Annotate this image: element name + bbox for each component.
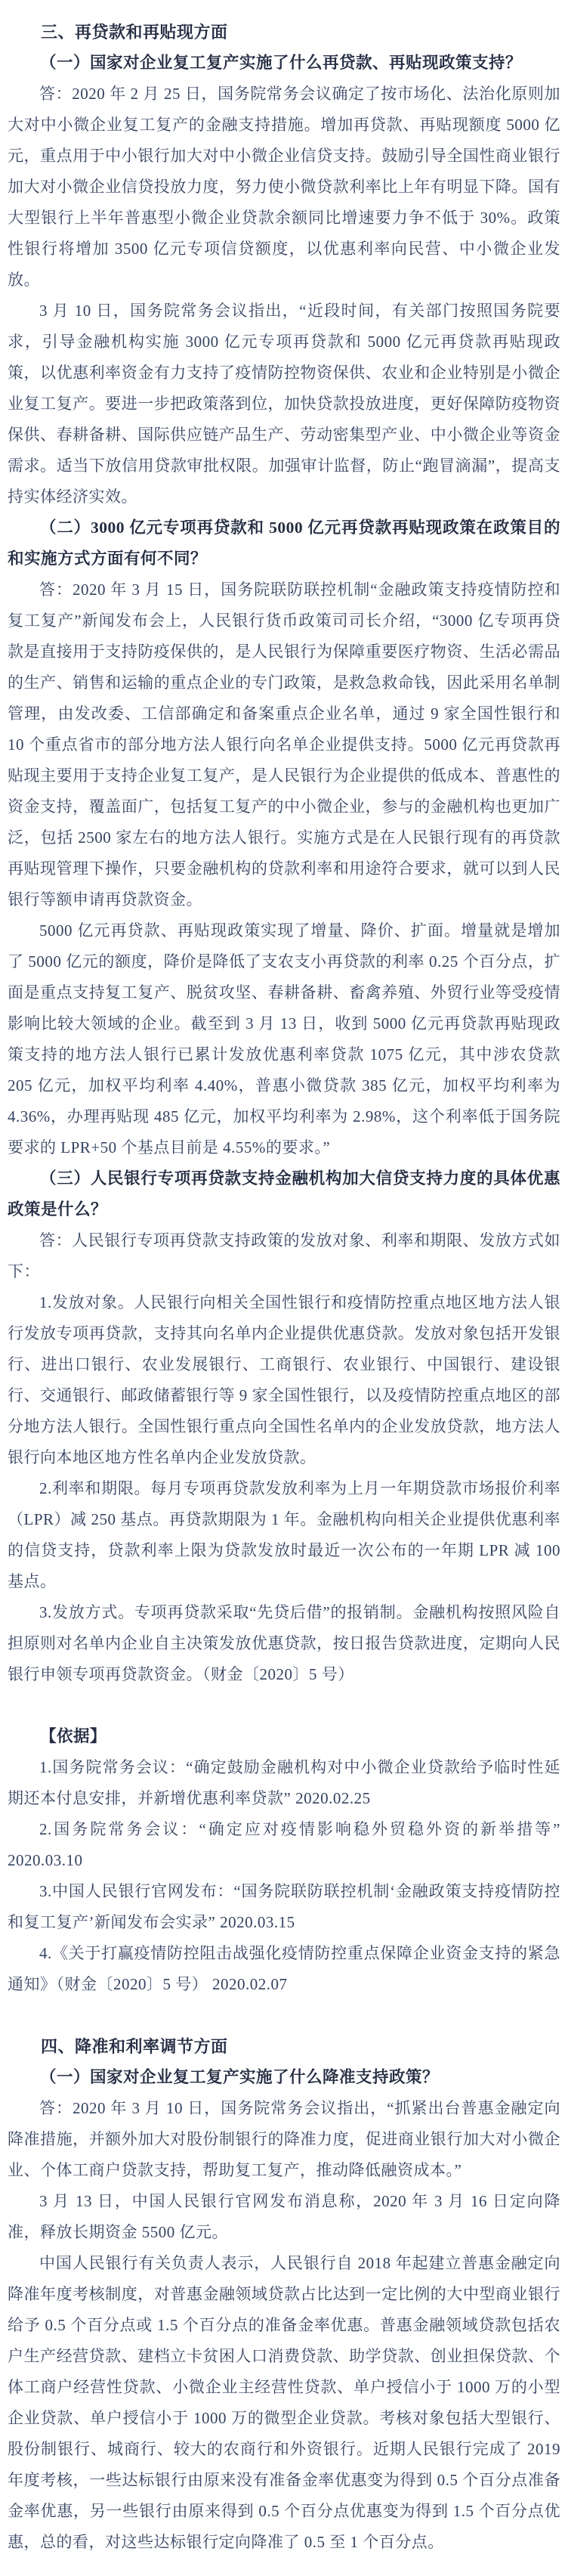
question-2-heading: （二）3000 亿元专项再贷款和 5000 亿元再贷款再贴现政策在政策目的和实施方式方面有何不同？	[8, 519, 560, 568]
answer-paragraph: 5000 亿元再贷款、再贴现政策实现了增量、降价、扩面。增量就是增加了 5000 亿元的额度，降价是降低了支农支小再贷款的利率 0.25 个百分点，扩面是重点支持复工复产、脱贫攻坚、春耕备耕、畜禽养殖、外贸行业等受疫情影响比较大领域的企业。截至到 3 月 13 日，收到 5000 亿元再贷款再贴现政策支持的地方法人银行已累计发放优惠利率贷款 1075 亿元，其中涉农贷款 205 亿元，加权平均利率 4.40%，普惠小微贷款 385 亿元，加权平均利率为 4.36%，办理再贴现 485 亿元，加权平均利率为 2.98%，这个利率低于国务院要求的 LPR+50 个基点目前是 4.55%的要求。”	[8, 921, 560, 1156]
spacer	[8, 2000, 560, 2031]
reference-item-3: 3.中国人民银行官网发布：“国务院联防联控机制‘金融政策支持疫情防控和复工复产’新闻发布会实录” 2020.03.15	[8, 1882, 560, 1931]
answer-paragraph: 答：2020 年 3 月 10 日，国务院常务会议指出，“抓紧出台普惠金融定向降准措施，并额外加大对股份制银行的降准力度，促进商业银行加大对小微企业、个体工商户贷款支持，帮助复工复产，推动降低融资成本。”	[8, 2099, 560, 2179]
section-heading-rrr-interest-adjustment: 四、降准和利率调节方面	[41, 2037, 228, 2056]
answer-paragraph: 中国人民银行有关负责人表示，人民银行自 2018 年起建立普惠金融定向降准年度考核制度，对普惠金融领域贷款占比达到一定比例的大中型商业银行给予 0.5 个百分点或 1.5 个百分点的准备金率优惠。普惠金融领域贷款包括农户生产经营贷款、建档立卡贫困人口消费贷款、助学贷款、创业担保贷款、个体工商户经营性贷款、小微企业主经营性贷款、单户授信小于 1000 万的小型企业贷款、单户授信小于 1000 万的微型企业贷款。考核对象包括大型银行、股份制银行、城商行、较大的农商行和外资银行。近期人民银行完成了 2019 年度考核，一些达标银行由原来没有准备金率优惠变为得到 0.5 个百分点准备金率优惠，另一些银行由原来得到 0.5 个百分点优惠变为得到 1.5 个百分点优惠，总的看，对这些达标银行定向降准了 0.5 至 1 个百分点。	[8, 2254, 560, 2551]
answer-paragraph: 3 月 10 日，国务院常务会议指出，“近段时间，有关部门按照国务院要求，引导金融机构实施 3000 亿元专项再贷款和 5000 亿元再贷款再贴现政策，以优惠利率资金有力支持了疫情防控物资保供、农业和企业特别是小微企业复工复产。要进一步把政策落到位，加快贷款投放进度，更好保障防疫物资保供、春耕备耕、国际供应链产品生产、劳动密集型产业、中小微企业等资金需求。适当下放信用贷款审批权限。加强审计监督，防止“跑冒滴漏”，提高支持实体经济实效。	[8, 302, 560, 506]
reference-item-1: 1.国务院常务会议：“确定鼓励金融机构对中小微企业贷款给予临时性延期还本付息安排，并新增优惠利率贷款” 2020.02.25	[8, 1758, 560, 1807]
question-3-heading: （三）人民银行专项再贷款支持金融机构加大信贷支持力度的具体优惠政策是什么？	[8, 1169, 560, 1218]
question-1-heading: （一）国家对企业复工复产实施了什么再贷款、再贴现政策支持？	[40, 54, 523, 72]
answer-paragraph: 3 月 13 日，中国人民银行官网发布消息称，2020 年 3 月 16 日定向降准，释放长期资金 5500 亿元。	[8, 2192, 560, 2241]
spacer	[8, 1690, 560, 1721]
reference-item-4: 4.《关于打赢疫情防控阻击战强化疫情防控重点保障企业资金支持的紧急通知》（财金〔2020〕5 号） 2020.02.07	[8, 1944, 560, 1993]
answer-item-2: 2.利率和期限。每月专项再贷款发放利率为上月一年期贷款市场报价利率（LPR）减 250 基点。再贷款期限为 1 年。金融机构向相关企业提供优惠利率的信贷支持，贷款利率上限为贷款发放时最近一次公布的一年期 LPR 减 100 基点。	[8, 1479, 560, 1590]
question-4-heading: （一）国家对企业复工复产实施了什么降准支持政策？	[40, 2068, 440, 2086]
answer-paragraph: 答：人民银行专项再贷款支持政策的发放对象、利率和期限、发放方式如下：	[8, 1231, 560, 1280]
answer-item-1: 1.发放对象。人民银行向相关全国性银行和疫情防控重点地区地方法人银行发放专项再贷款，支持其向名单内企业提供优惠贷款。发放对象包括开发银行、进出口银行、农业发展银行、工商银行、农业银行、中国银行、建设银行、交通银行、邮政储蓄银行等 9 家全国性银行，以及疫情防控重点地区的部分地方法人银行。全国性银行重点向全国性名单内的企业发放贷款，地方法人银行向本地区地方性名单内企业发放贷款。	[8, 1293, 560, 1466]
answer-paragraph: 答：2020 年 3 月 15 日，国务院联防联控机制“金融政策支持疫情防控和复工复产”新闻发布会上，人民银行货币政策司司长介绍，“3000 亿专项再贷款是直接用于支持防疫保供的，是人民银行为保障重要医疗物资、生活必需品的生产、销售和运输的重点企业的专门政策，是救急救命钱，因此采用名单制管理，由发改委、工信部确定和备案重点企业名单，通过 9 家全国性银行和 10 个重点省市的部分地方法人银行向名单企业提供支持。5000 亿元再贷款再贴现主要用于支持企业复工复产，是人民银行为企业提供的低成本、普惠性的资金支持，覆盖面广，包括复工复产的中小微企业，参与的金融机构也更加广泛，包括 2500 家左右的地方法人银行。实施方式是在人民银行现有的再贷款再贴现管理下操作，只要金融机构的贷款利率和用途符合要求，就可以到人民银行等额申请再贷款资金。	[8, 581, 560, 909]
reference-item-2: 2.国务院常务会议：“确定应对疫情影响稳外贸稳外资的新举措等” 2020.03.10	[8, 1820, 560, 1869]
document-body	[8, 17, 560, 2558]
answer-item-3: 3.发放方式。专项再贷款采取“先贷后借”的报销制。金融机构按照风险自担原则对名单内企业自主决策发放优惠贷款，按日报告贷款进度，定期向人民银行申领专项再贷款资金。（财金〔2020〕5 号）	[8, 1603, 560, 1683]
basis-heading: 【依据】	[40, 1727, 107, 1745]
answer-paragraph: 答：2020 年 2 月 25 日，国务院常务会议确定了按市场化、法治化原则加大对中小微企业复工复产的金融支持措施。增加再贷款、再贴现额度 5000 亿元，重点用于中小银行加大对中小微企业信贷支持。鼓励引导全国性商业银行加大对小微企业信贷投放力度，努力使小微贷款利率比上年有明显下降。国有大型银行上半年普惠型小微企业贷款余额同比增速要力争不低于 30%。政策性银行将增加 3500 亿元专项信贷额度，以优惠利率向民营、中小微企业发放。	[8, 85, 560, 289]
section-heading-relending-rediscount: 三、再贷款和再贴现方面	[41, 23, 228, 42]
